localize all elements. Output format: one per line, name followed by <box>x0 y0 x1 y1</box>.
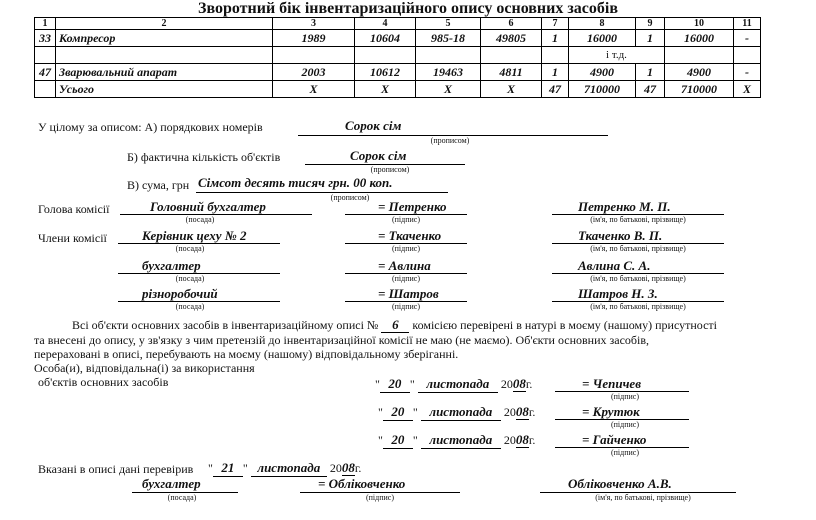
table-cell: Х <box>355 81 416 98</box>
year-unit: г. <box>354 461 362 475</box>
summary-b-caption: (прописом) <box>370 165 410 174</box>
table-header-row <box>35 18 761 30</box>
table-cell: 1 <box>636 64 665 81</box>
member-signature: = Петренко <box>378 199 447 214</box>
col-header: 6 <box>481 18 542 30</box>
member-name: Шатров Н. З. <box>578 286 658 301</box>
table-cell: Х <box>416 81 481 98</box>
member-name: Ткаченко В. П. <box>578 228 663 243</box>
table-cell <box>416 47 481 64</box>
member-signature: = Авлина <box>378 258 431 273</box>
responsible-year-suffix: 08 <box>512 376 526 391</box>
table-cell: 1 <box>542 64 569 81</box>
table-row <box>35 47 761 64</box>
table-cell: 4900 <box>665 64 734 81</box>
responsible-year-prefix: 20 <box>503 433 516 447</box>
member-signature: = Ткаченко <box>378 228 442 243</box>
responsible-year-prefix: 20 <box>503 405 516 419</box>
col-header: 2 <box>56 18 273 30</box>
checked-cap-signature: (підпис) <box>365 493 394 502</box>
member-position: бухгалтер <box>142 258 201 273</box>
col-header: 9 <box>636 18 665 30</box>
table-cell: 1989 <box>273 30 355 47</box>
checked-month: листопада <box>251 460 327 477</box>
checked-year-prefix: 20 <box>329 461 342 475</box>
table-cell: 47 <box>636 81 665 98</box>
cap-signature: (підпис) <box>391 244 420 253</box>
cap-position: (посада) <box>175 302 205 311</box>
table-row <box>35 64 761 81</box>
table-cell: 10604 <box>355 30 416 47</box>
year-unit: г. <box>528 405 536 419</box>
table-cell <box>542 47 569 64</box>
checked-name: Обліковченко А.В. <box>568 476 672 491</box>
table-cell <box>355 47 416 64</box>
table-cell: 4900 <box>569 64 636 81</box>
checked-cap-position: (посада) <box>167 493 197 502</box>
summary-c-caption: (прописом) <box>330 193 370 202</box>
responsible-year-suffix: 08 <box>515 404 529 419</box>
statement-line-1a: Всі об'єкти основних засобів в інвентаризаційному описі № <box>72 318 379 332</box>
responsible-month: листопада <box>418 376 498 393</box>
etc-cell: і т.д. <box>569 47 665 64</box>
statement-line-5: об'єктів основних засобів <box>38 375 169 389</box>
summary-a-label: У цілому за описом: А) порядкових номерів <box>38 120 263 134</box>
table-cell: Компресор <box>56 30 273 47</box>
table-cell: Х <box>734 81 761 98</box>
member-name: Петренко М. П. <box>578 199 671 214</box>
table-cell: Х <box>481 81 542 98</box>
table-cell: 1 <box>636 30 665 47</box>
cap-signature: (підпис) <box>391 215 420 224</box>
responsible-day: 20 <box>383 404 413 421</box>
member-position: різноробочий <box>142 286 218 301</box>
col-header: 10 <box>665 18 734 30</box>
cap-name: (ім'я, по батькові, прізвище) <box>590 302 686 311</box>
cap-position: (посада) <box>175 244 205 253</box>
statement-line-1b: комісією перевірені в натурі в моєму (нашому) присутності <box>412 318 717 332</box>
table-cell <box>273 47 355 64</box>
table-cell <box>56 47 273 64</box>
col-header: 3 <box>273 18 355 30</box>
responsible-month: листопада <box>421 432 501 449</box>
table-cell: Х <box>273 81 355 98</box>
cap-position: (посада) <box>185 215 215 224</box>
table-cell: - <box>734 30 761 47</box>
col-header: 11 <box>734 18 761 30</box>
checked-position: бухгалтер <box>142 476 201 491</box>
table-cell: 710000 <box>569 81 636 98</box>
page-title: Зворотний бік інвентаризаційного опису основних засобів <box>198 0 618 17</box>
cap-signature: (підпис) <box>610 392 639 401</box>
statement-line-3: перераховані в описі, перебувають на моєму (нашому) відповідальному зберіганні. <box>34 347 459 361</box>
table-total-row <box>35 81 761 98</box>
col-header: 5 <box>416 18 481 30</box>
members-label: Члени комісії <box>38 231 107 245</box>
table-cell: 4811 <box>481 64 542 81</box>
responsible-signature: = Крутюк <box>582 404 640 419</box>
summary-c-value: Сімсот десять тисяч грн. 00 коп. <box>198 175 393 190</box>
table-cell: - <box>734 64 761 81</box>
responsible-day: 20 <box>383 432 413 449</box>
table-cell <box>481 47 542 64</box>
col-header: 8 <box>569 18 636 30</box>
table-cell: 985-18 <box>416 30 481 47</box>
year-unit: г. <box>525 377 533 391</box>
table-cell <box>665 47 734 64</box>
inventory-number: 6 <box>381 318 409 333</box>
table-cell <box>35 47 56 64</box>
summary-a-caption: (прописом) <box>430 136 470 145</box>
checked-label: Вказані в описі дані перевірив <box>38 462 194 476</box>
table-cell: Усього <box>56 81 273 98</box>
member-signature: = Шатров <box>378 286 439 301</box>
year-unit: г. <box>528 433 536 447</box>
inventory-table <box>34 17 761 98</box>
responsible-year-suffix: 08 <box>515 432 529 447</box>
summary-a-value: Сорок сім <box>345 118 402 133</box>
table-cell: 16000 <box>665 30 734 47</box>
responsible-month: листопада <box>421 404 501 421</box>
cap-signature: (підпис) <box>610 448 639 457</box>
responsible-signature: = Гайченко <box>582 432 647 447</box>
member-name: Авлина С. А. <box>578 258 651 273</box>
table-cell: 710000 <box>665 81 734 98</box>
head-label: Голова комісії <box>38 202 110 216</box>
cap-signature: (підпис) <box>391 274 420 283</box>
cap-name: (ім'я, по батькові, прізвище) <box>590 244 686 253</box>
checked-signature: = Обліковченко <box>318 476 406 491</box>
summary-b-label: Б) фактична кількість об'єктів <box>127 150 281 164</box>
table-cell: 1 <box>542 30 569 47</box>
summary-b-value: Сорок сім <box>350 148 407 163</box>
col-header: 1 <box>35 18 56 30</box>
responsible-signature: = Чепичев <box>582 376 642 391</box>
responsible-year-prefix: 20 <box>500 377 513 391</box>
table-cell: 2003 <box>273 64 355 81</box>
member-position: Керівник цеху № 2 <box>142 228 247 243</box>
table-cell <box>734 47 761 64</box>
cap-signature: (підпис) <box>391 302 420 311</box>
table-cell: 47 <box>542 81 569 98</box>
table-cell: 49805 <box>481 30 542 47</box>
cap-signature: (підпис) <box>610 420 639 429</box>
statement-line-2: та внесені до опису, у зв'язку з чим претензій до інвентаризаційної комісії не маю (не маємо). Об'єкти основних засобів, <box>34 333 650 347</box>
checked-day: 21 <box>213 460 243 477</box>
table-cell: 19463 <box>416 64 481 81</box>
table-cell: 16000 <box>569 30 636 47</box>
cap-name: (ім'я, по батькові, прізвище) <box>590 215 686 224</box>
table-cell: 47 <box>35 64 56 81</box>
responsible-date: " 20 " листопада 2008г. <box>378 404 536 419</box>
checked-year-suffix: 08 <box>341 460 355 475</box>
statement-line-4: Особа(и), відповідальна(і) за використання <box>34 361 255 375</box>
table-cell: 10612 <box>355 64 416 81</box>
cap-position: (посада) <box>175 274 205 283</box>
cap-name: (ім'я, по батькові, прізвище) <box>590 274 686 283</box>
member-position: Головний бухгалтер <box>150 199 266 214</box>
responsible-day: 20 <box>380 376 410 393</box>
responsible-date: " 20 " листопада 2008г. <box>375 376 533 391</box>
responsible-date: " 20 " листопада 2008г. <box>378 432 536 447</box>
table-cell: 33 <box>35 30 56 47</box>
checked-date: " 21 " листопада 2008г. <box>208 460 362 475</box>
col-header: 7 <box>542 18 569 30</box>
table-row <box>35 30 761 47</box>
checked-cap-name: (ім'я, по батькові, прізвище) <box>595 493 691 502</box>
col-header: 4 <box>355 18 416 30</box>
summary-c-label: В) сума, грн <box>127 178 190 192</box>
table-cell <box>35 81 56 98</box>
table-cell: Зварювальний апарат <box>56 64 273 81</box>
